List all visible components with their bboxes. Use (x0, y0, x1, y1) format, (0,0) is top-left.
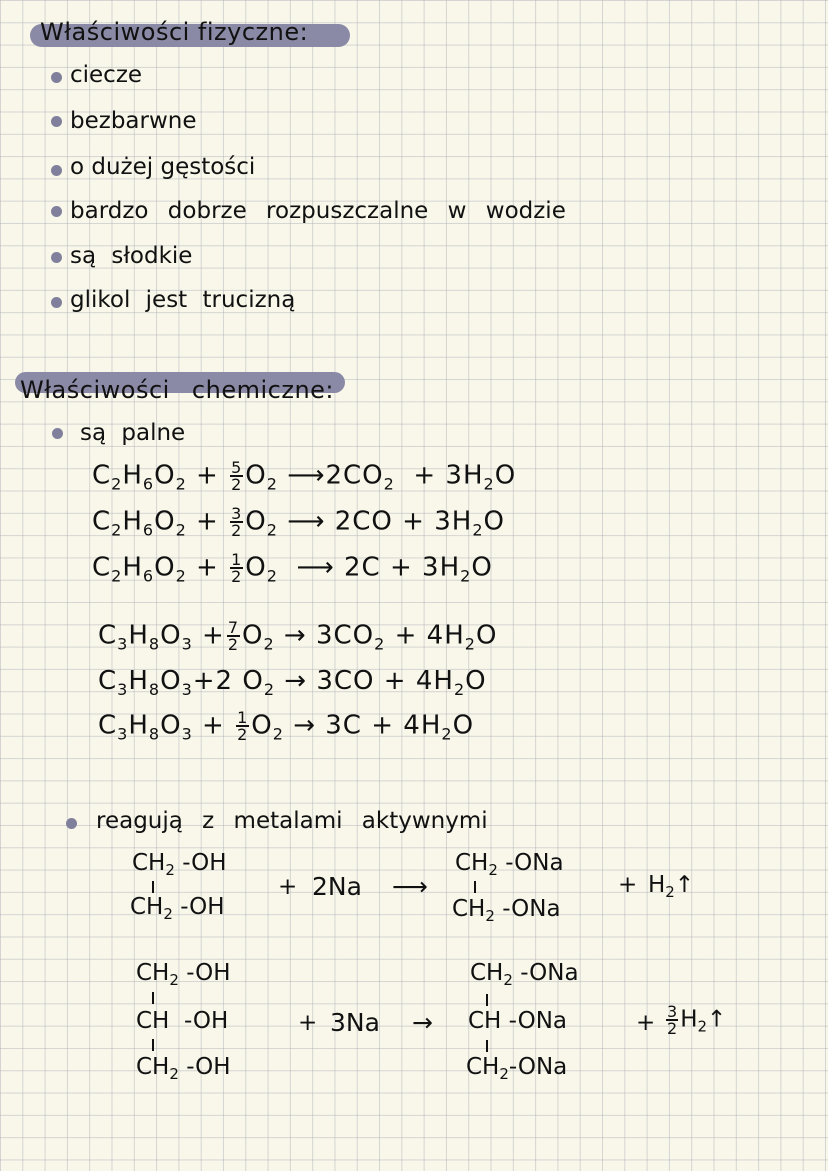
sodium-glycerolate-row-3: $CH_2$-ONa (466, 1054, 568, 1083)
bond-line (152, 992, 154, 1004)
sodium-glycerolate-row-2: CH -ONa (468, 1008, 568, 1034)
equation-glycol-complete-combustion: $C_2H_6O_2$ + $\frac{5}{2}$ $O_2$ $⟶2CO_2 + 3H_2O$ (92, 458, 517, 494)
glycerol-row-3: $CH_2$ -OH (136, 1054, 231, 1083)
equation-glycerol-incomplete-combustion-c: $C_3H_8O_3$ + $\frac{1}{2}$ $O_2 \to 3C + 4H_2O$ (98, 708, 475, 744)
gas-evolution-arrow-icon: ↑ (707, 1006, 727, 1033)
list-item-physical: o dużej gęstości (70, 154, 256, 180)
bond-line (474, 881, 476, 893)
combustion-label: są palne (80, 420, 186, 446)
heading-physical-properties: Właściwości fizyczne: (40, 18, 309, 46)
list-item-physical: bezbarwne (70, 108, 197, 134)
glycol-row-1: $CH_2$ -OH (132, 850, 227, 879)
gas-evolution-arrow-icon: ↑ (674, 872, 695, 898)
sodium-glycolate-row-2: $CH_2$ -ONa (452, 896, 561, 925)
bullet-icon (66, 818, 77, 829)
plus-sign: + (278, 874, 298, 900)
equation-glycerol-incomplete-combustion-co: $C_3H_8O_3+2$ $O_2 \to 3CO + 4H_2O$ (98, 666, 487, 699)
hydrogen-gas: $\frac{3}{2}$ $H_2↑$ (667, 1002, 727, 1038)
plus-sign: + (636, 1010, 656, 1036)
reaction-arrow: → (412, 1008, 433, 1037)
bullet-icon (52, 428, 63, 439)
hydrogen-gas: $H_2↑$ (648, 872, 695, 901)
bond-line (486, 994, 488, 1006)
equation-glycerol-complete-combustion: $C_3H_8O_3$ + $\frac{7}{2}$ $O_2 \to 3CO_2 + 4H_2O$ (98, 618, 498, 654)
bond-line (152, 881, 154, 893)
equation-glycol-incomplete-combustion-c: $C_2H_6O_2$ + $\frac{1}{2}$ $O_2$ ⟶ $2C + 3H_2O$ (92, 550, 493, 586)
bullet-icon (51, 252, 62, 263)
bullet-icon (51, 72, 62, 83)
bullet-icon (51, 206, 62, 217)
reagent-sodium: 2Na (312, 872, 362, 901)
list-item-physical: są słodkie (70, 243, 193, 269)
sodium-glycolate-row-1: $CH_2$ -ONa (455, 850, 564, 879)
list-item-physical: ciecze (70, 62, 143, 88)
bond-line (152, 1039, 154, 1051)
bond-line (486, 1040, 488, 1052)
glycerol-row-2: CH -OH (136, 1008, 229, 1034)
bullet-icon (51, 165, 62, 176)
metals-label: reagują z metalami aktywnymi (96, 808, 488, 834)
bullet-icon (51, 116, 62, 127)
equation-glycol-incomplete-combustion-co: $C_2H_6O_2$ + $\frac{3}{2}$ $O_2$ ⟶ $2CO + 3H_2O$ (92, 504, 505, 540)
sodium-glycerolate-row-1: $CH_2$ -ONa (470, 960, 579, 989)
plus-sign: + (298, 1010, 318, 1036)
bullet-icon (51, 297, 62, 308)
glycol-row-2: $CH_2$ -OH (130, 894, 225, 923)
list-item-physical: glikol jest trucizną (70, 287, 296, 313)
reagent-sodium: 3Na (330, 1008, 380, 1037)
plus-sign: + (618, 872, 638, 898)
reaction-arrow: ⟶ (392, 872, 428, 901)
list-item-physical: bardzo dobrze rozpuszczalne w wodzie (70, 198, 566, 224)
heading-chemical-properties: Właściwości chemiczne: (20, 376, 335, 404)
glycerol-row-1: $CH_2$ -OH (136, 960, 231, 989)
